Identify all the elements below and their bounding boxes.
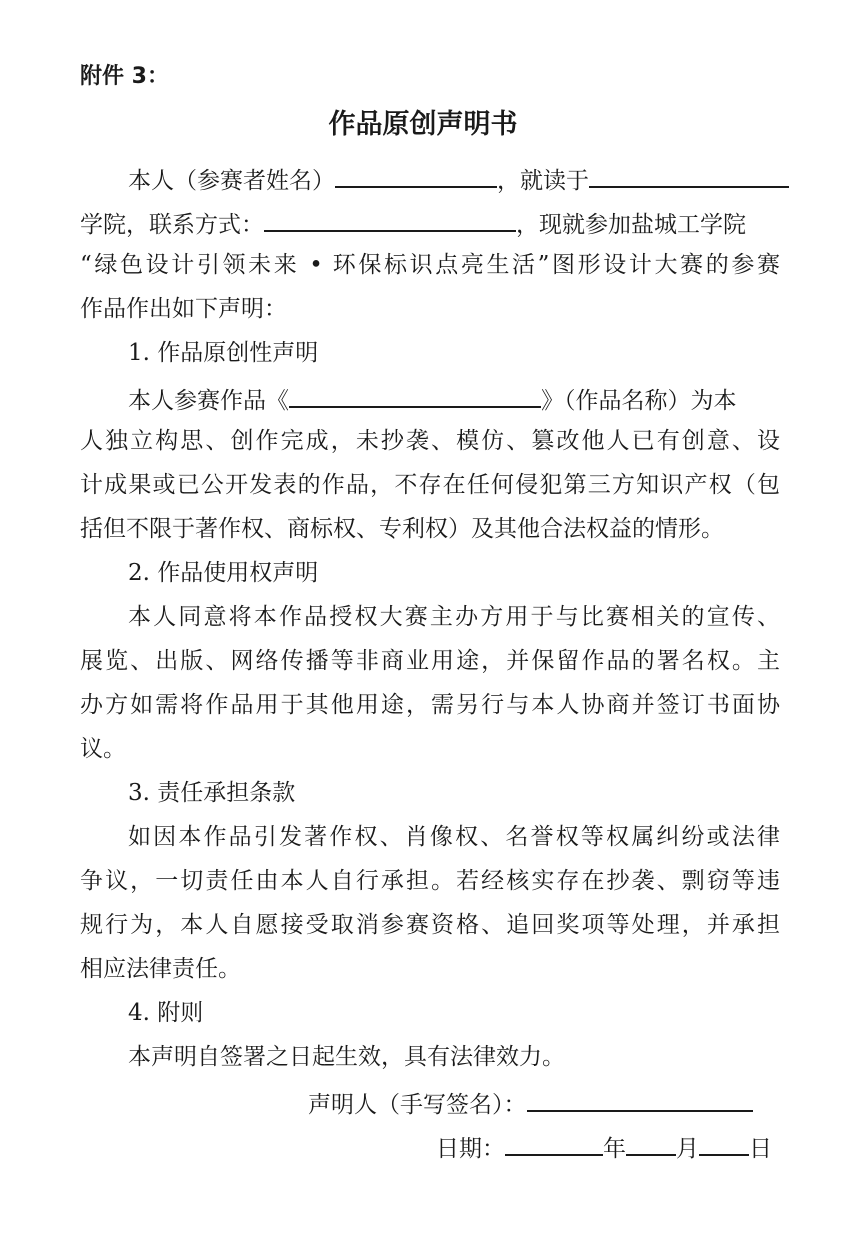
- year-blank[interactable]: [505, 1130, 603, 1156]
- signature-line: [308, 1086, 753, 1120]
- section-2-heading: 2. 作品使用权声明: [128, 560, 319, 586]
- document-title: 作品原创声明书: [328, 109, 518, 140]
- month-blank[interactable]: [626, 1130, 676, 1156]
- month-label: 月: [676, 1136, 699, 1162]
- intro-line-3: “绿色设计引领未来 • 环保标识点亮生活”图形设计大赛的参赛: [80, 252, 780, 278]
- section-2-line-2: 展览、出版、网络传播等非商业用途，并保留作品的署名权。主: [80, 648, 780, 674]
- intro-name-label: 本人（参赛者姓名）: [128, 168, 335, 194]
- section-1-line-1: [128, 382, 737, 416]
- intro-line-4: 作品作出如下声明：: [80, 296, 287, 322]
- work-title-blank[interactable]: [289, 382, 541, 408]
- intro-line-1: [128, 162, 789, 196]
- section-3-line-3: 规行为，本人自愿接受取消参赛资格、追回奖项等处理，并承担: [80, 912, 780, 938]
- intro-school-label: ，就读于: [497, 168, 589, 194]
- attachment-label: 附件 3：: [80, 64, 169, 89]
- intro-contact-label: 学院，联系方式：: [80, 212, 264, 238]
- intro-line-2: [80, 206, 746, 240]
- section-4-heading: 4. 附则: [128, 1000, 204, 1026]
- section-3-line-2: 争议，一切责任由本人自行承担。若经核实存在抄袭、剽窃等违: [80, 868, 780, 894]
- section-1-line-4: 括但不限于著作权、商标权、专利权）及其他合法权益的情形。: [80, 516, 724, 542]
- signature-blank[interactable]: [527, 1086, 753, 1112]
- year-label: 年: [603, 1136, 626, 1162]
- day-label: 日: [749, 1136, 772, 1162]
- section-1-heading: 1. 作品原创性声明: [128, 340, 319, 366]
- section-1-line-3: 计成果或已公开发表的作品，不存在任何侵犯第三方知识产权（包: [80, 472, 780, 498]
- section-3-line-4: 相应法律责任。: [80, 956, 241, 982]
- school-blank[interactable]: [589, 162, 789, 188]
- section-4-line-1: 本声明自签署之日起生效，具有法律效力。: [128, 1044, 565, 1070]
- signature-label: 声明人（手写签名）：: [308, 1092, 527, 1118]
- date-label: 日期：: [436, 1136, 505, 1162]
- section-3-line-1: 如因本作品引发著作权、肖像权、名誉权等权属纠纷或法律: [128, 824, 780, 850]
- section-3-heading: 3. 责任承担条款: [128, 780, 296, 806]
- day-blank[interactable]: [699, 1130, 749, 1156]
- contestant-name-blank[interactable]: [335, 162, 497, 188]
- work-title-prefix: 本人参赛作品《: [128, 388, 289, 414]
- section-2-line-3: 办方如需将作品用于其他用途，需另行与本人协商并签订书面协: [80, 692, 780, 718]
- work-title-suffix: 》（作品名称）为本: [541, 388, 737, 414]
- intro-contest-text: ，现就参加盐城工学院: [516, 212, 746, 238]
- section-2-line-1: 本人同意将本作品授权大赛主办方用于与比赛相关的宣传、: [128, 604, 780, 630]
- contact-blank[interactable]: [264, 206, 516, 232]
- date-line: [436, 1130, 772, 1164]
- section-1-line-2: 人独立构思、创作完成，未抄袭、模仿、篡改他人已有创意、设: [80, 428, 780, 454]
- section-2-line-4: 议。: [80, 736, 126, 762]
